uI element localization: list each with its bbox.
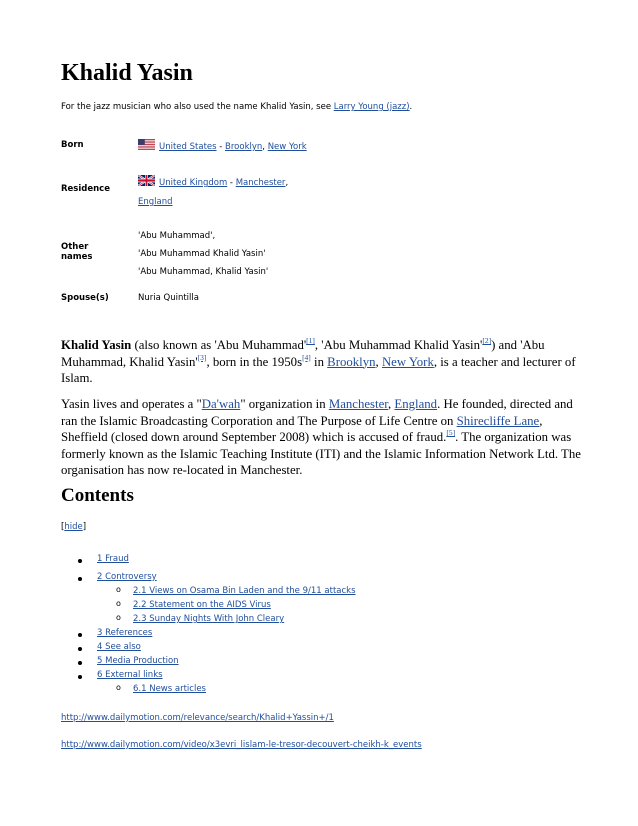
toc-item-references[interactable]: 3 References [97,628,153,638]
text: , 'Abu Muhammad Khalid Yasin' [314,338,483,352]
bullet-icon [78,633,82,637]
born-city-link[interactable]: Brooklyn [225,142,263,152]
text: (also known as 'Abu Muhammad' [131,338,307,352]
toc-item-sunday-nights[interactable]: 2.3 Sunday Nights With John Cleary [133,614,285,624]
england-link[interactable]: England [394,397,438,411]
ref-1-link[interactable]: [1] [306,336,315,345]
ref-5-link[interactable]: [5] [446,428,456,437]
dawah-link[interactable]: Da'wah [201,397,241,411]
toc-item-external-links[interactable]: 6 External links [97,670,163,680]
bullet-icon [78,661,82,665]
other-name: 'Abu Muhammad', [138,231,216,241]
text: in [310,354,328,369]
other-name: 'Abu Muhammad, Khalid Yasin' [138,267,269,277]
born-country-link[interactable]: United States [159,142,217,152]
circle-bullet-icon: o [116,599,121,608]
born-label: Born [61,140,84,150]
text: ) and 'Abu Muhammad, Khalid Yasin' [61,338,545,369]
spouse-value: Nuria Quintilla [138,293,199,303]
intro-paragraph [61,337,581,387]
manchester-link[interactable]: Manchester [328,397,389,411]
bullet-icon [78,559,82,563]
text: , [388,397,395,411]
hide-link[interactable]: hide [64,522,83,532]
text: , [375,354,382,369]
text: , Sheffield (closed down around September 2008) which is accused of fraud. [61,413,543,444]
brooklyn-link[interactable]: Brooklyn [327,354,376,369]
toc-item-controversy[interactable]: 2 Controversy [97,572,157,582]
us-flag-icon [138,139,155,150]
other-names-label: Other names [61,242,93,262]
toc-item-aids-statement[interactable]: 2.2 Statement on the AIDS Virus [133,600,271,610]
born-value: United States - Brooklyn, New York [138,139,438,152]
text: , is a teacher and lecturer of Islam. [61,354,576,385]
circle-bullet-icon: o [116,585,121,594]
text: , born in the 1950s [206,354,303,369]
text: . He founded, directed and ran the Islamic Broadcasting Corporation and The Purpose of Life Centre on [61,397,573,428]
other-name: 'Abu Muhammad Khalid Yasin' [138,249,266,259]
residence-label: Residence [61,184,110,194]
note-suffix: . [409,102,413,112]
disambiguation-note [61,102,412,112]
text: Yasin lives and operates a " [61,397,202,411]
residence-region-link[interactable]: England [138,197,173,207]
residence-country-link[interactable]: United Kingdom [159,178,228,188]
new-york-link[interactable]: New York [381,354,434,369]
dailymotion-search-url[interactable]: http://www.dailymotion.com/relevance/search/Khalid+Yassin+/1 [61,713,334,723]
text: . The organization was formerly known as the Islamic Teaching Institute (ITI) and the Islamic Information Network Ltd. The organisation has now re-located in Manchester. [61,430,581,477]
note-text: For the jazz musician who also used the name Khalid Yasin, see [61,102,334,112]
toc-item-fraud[interactable]: 1 Fraud [97,554,129,564]
circle-bullet-icon: o [116,613,121,622]
organization-paragraph [61,396,581,479]
toc-hide-toggle[interactable]: [hide] [61,522,87,532]
ref-2-link[interactable]: [2] [482,336,492,345]
dailymotion-video-url[interactable]: http://www.dailymotion.com/video/x3evri_lislam-le-tresor-decouvert-cheikh-k_events [61,740,422,750]
page-title: Khalid Yasin [61,60,193,86]
larry-young-link[interactable]: Larry Young (jazz) [333,102,410,112]
uk-flag-icon [138,175,155,186]
other-names-value [138,227,438,281]
bullet-icon [78,675,82,679]
toc-item-media-production[interactable]: 5 Media Production [97,656,179,666]
text: " organization in [240,397,329,411]
toc-item-views-bin-laden[interactable]: 2.1 Views on Osama Bin Laden and the 9/11 attacks [133,586,356,596]
residence-value: United Kingdom - Manchester, England [138,174,438,212]
bullet-icon [78,647,82,651]
subject-name: Khalid Yasin [61,338,132,352]
toc-item-news-articles[interactable]: 6.1 News articles [133,684,206,694]
spouse-label: Spouse(s) [61,293,109,303]
born-state-link[interactable]: New York [267,142,307,152]
residence-city-link[interactable]: Manchester [235,178,286,188]
shirecliffe-lane-link[interactable]: Shirecliffe Lane [456,413,540,428]
toc-item-see-also[interactable]: 4 See also [97,642,141,652]
ref-4-link[interactable]: [4] [302,352,311,362]
ref-3-link[interactable]: [3] [197,352,207,362]
contents-heading: Contents [61,485,134,506]
circle-bullet-icon: o [116,683,121,692]
bullet-icon [78,577,82,581]
